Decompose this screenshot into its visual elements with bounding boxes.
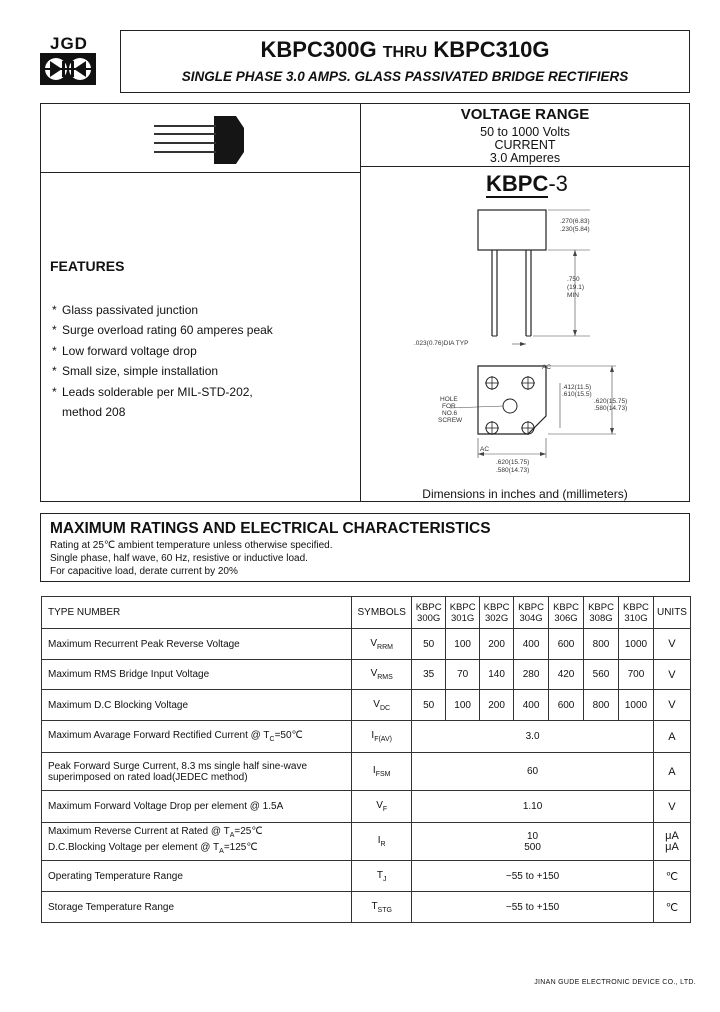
dim-label: .580(14.73) <box>496 467 530 474</box>
col-part: KBPC 301G <box>446 597 480 629</box>
col-part: KBPC 302G <box>480 597 514 629</box>
row-symbol: $T_{STG}$ <box>352 892 412 923</box>
row-desc: Maximum RMS Bridge Input Voltage <box>42 660 352 690</box>
col-part: KBPC 304G <box>514 597 549 629</box>
dimensions-caption: Dimensions in inches and (millimeters) <box>422 487 628 501</box>
cell-value: 800 <box>584 629 619 660</box>
cell-value: 50 <box>412 629 446 660</box>
col-units: UNITS <box>653 597 690 629</box>
dim-label: FOR <box>442 403 456 410</box>
row-desc: Maximum Forward Voltage Drop per element @ 1.5A <box>42 791 352 823</box>
row-desc: Peak Forward Surge Current, 8.3 ms single half sine-wave superimposed on rated load(JEDEC method) <box>42 753 352 791</box>
logo-text: JGD <box>50 34 88 53</box>
row-desc: Operating Temperature Range <box>42 861 352 892</box>
package-name: KBPC-3 <box>486 171 568 196</box>
upper-divider <box>360 103 361 502</box>
page-title <box>122 37 688 63</box>
table-row <box>42 823 691 861</box>
dim-label: AC <box>480 446 490 453</box>
cell-value: 420 <box>549 660 584 690</box>
row-desc: Maximum D.C Blocking Voltage <box>42 690 352 721</box>
table-row <box>42 861 691 892</box>
rating-note: For capacitive load, derate current by 20% <box>50 566 238 577</box>
col-part: KBPC 308G <box>584 597 619 629</box>
row-symbol: $V_F$ <box>352 791 412 823</box>
feature-item: * Low forward voltage drop <box>52 344 197 358</box>
voltage-divider <box>360 166 690 167</box>
cell-value: 400 <box>514 690 549 721</box>
feature-item-continued: method 208 <box>62 405 126 419</box>
row-value: −55 to +150 <box>412 861 654 892</box>
row-unit: V <box>653 791 690 823</box>
row-unit: μA μA <box>653 823 690 861</box>
table-row <box>42 629 691 660</box>
cell-value: 700 <box>618 660 653 690</box>
col-part: KBPC 300G <box>412 597 446 629</box>
col-type-number: TYPE NUMBER <box>42 597 352 629</box>
voltage-range-title: VOLTAGE RANGE <box>460 106 590 123</box>
row-desc: Storage Temperature Range <box>42 892 352 923</box>
row-unit: A <box>653 721 690 753</box>
row-symbol: $I_{F(AV)}$ <box>352 721 412 753</box>
row-symbol: $I_R$ <box>352 823 412 861</box>
dim-label: .620(15.75) <box>594 398 628 405</box>
voltage-range-value: 50 to 1000 Volts <box>480 125 570 139</box>
row-value: 10 500 <box>412 823 654 861</box>
row-symbol: $V_{DC}$ <box>352 690 412 721</box>
features-title: FEATURES <box>50 258 125 274</box>
title-part-start: KBPC300G <box>260 37 377 62</box>
cell-value: 800 <box>584 690 619 721</box>
footer-company: JINAN GUDE ELECTRONIC DEVICE CO., LTD. <box>534 979 696 986</box>
row-symbol: $I_{FSM}$ <box>352 753 412 791</box>
row-value: −55 to +150 <box>412 892 654 923</box>
dim-label: .750 <box>567 276 580 283</box>
dim-label: SCREW <box>438 417 463 424</box>
cell-value: 35 <box>412 660 446 690</box>
cell-value: 70 <box>446 660 480 690</box>
cell-value: 200 <box>480 690 514 721</box>
table-row <box>42 690 691 721</box>
row-value: 60 <box>412 753 654 791</box>
col-symbols: SYMBOLS <box>352 597 412 629</box>
col-part: KBPC 306G <box>549 597 584 629</box>
feature-item: * Surge overload rating 60 amperes peak <box>52 323 273 337</box>
ratings-table <box>41 596 691 923</box>
table-header-row <box>42 597 691 629</box>
row-symbol: $T_J$ <box>352 861 412 892</box>
row-symbol: $V_{RMS}$ <box>352 660 412 690</box>
table-row <box>42 892 691 923</box>
dim-label: .270(6.83) <box>560 218 590 225</box>
dim-label: .580(14.73) <box>594 405 628 412</box>
table-row <box>42 721 691 753</box>
subtitle: SINGLE PHASE 3.0 AMPS. GLASS PASSIVATED BRIDGE RECTIFIERS <box>181 69 629 84</box>
dim-label: (19.1) <box>567 284 584 291</box>
cell-value: 400 <box>514 629 549 660</box>
current-label: CURRENT <box>494 138 556 152</box>
row-value: 3.0 <box>412 721 654 753</box>
dim-label: MIN <box>567 292 579 299</box>
dim-label: .620(15.75) <box>496 459 530 466</box>
cell-value: 100 <box>446 629 480 660</box>
cell-value: 100 <box>446 690 480 721</box>
table-row <box>42 753 691 791</box>
feature-item: * Leads solderable per MIL-STD-202, <box>52 385 253 399</box>
cell-value: 140 <box>480 660 514 690</box>
cell-value: 600 <box>549 690 584 721</box>
row-desc: Maximum Recurrent Peak Reverse Voltage <box>42 629 352 660</box>
image-divider <box>40 172 360 173</box>
dim-label: .412(11.5) <box>562 384 592 391</box>
rating-note: Rating at 25℃ ambient temperature unless otherwise specified. <box>50 540 333 551</box>
row-unit: V <box>653 690 690 721</box>
logo-diode-icon <box>40 53 96 85</box>
row-value: 1.10 <box>412 791 654 823</box>
cell-value: 1000 <box>618 690 653 721</box>
row-unit: V <box>653 660 690 690</box>
row-symbol: $V_{RRM}$ <box>352 629 412 660</box>
row-unit: V <box>653 629 690 660</box>
feature-item: * Small size, simple installation <box>52 364 219 378</box>
row-unit: ℃ <box>653 892 690 923</box>
dim-label: .023(0.76)DIA TYP <box>414 340 469 347</box>
row-desc: Maximum Reverse Current at Rated @ $T_A=25℃$ D.C.Blocking Voltage per element @ $T_A=125℃$ <box>42 823 352 861</box>
dim-label: NO.6 <box>442 410 458 417</box>
ratings-title: MAXIMUM RATINGS AND ELECTRICAL CHARACTERISTICS <box>50 520 491 537</box>
table-row <box>42 660 691 690</box>
title-part-end: KBPC310G <box>433 37 550 62</box>
bridge-rectifier-image <box>140 112 260 168</box>
col-part: KBPC 310G <box>618 597 653 629</box>
cell-value: 1000 <box>618 629 653 660</box>
table-row <box>42 791 691 823</box>
current-value: 3.0 Amperes <box>489 151 561 165</box>
cell-value: 280 <box>514 660 549 690</box>
dim-label: AC <box>542 364 552 371</box>
cell-value: 560 <box>584 660 619 690</box>
cell-value: 50 <box>412 690 446 721</box>
dim-label: HOLE <box>440 396 458 403</box>
row-unit: A <box>653 753 690 791</box>
dim-label: .230(5.84) <box>560 226 590 233</box>
title-thru: THRU <box>382 44 428 61</box>
row-desc: Maximum Avarage Forward Rectified Current @ $T_C=50℃$ <box>42 721 352 753</box>
row-unit: ℃ <box>653 861 690 892</box>
rating-note: Single phase, half wave, 60 Hz, resistive or inductive load. <box>50 553 308 564</box>
cell-value: 200 <box>480 629 514 660</box>
feature-item: * Glass passivated junction <box>52 303 199 317</box>
cell-value: 600 <box>549 629 584 660</box>
dim-label: .610(15.5) <box>562 391 592 398</box>
